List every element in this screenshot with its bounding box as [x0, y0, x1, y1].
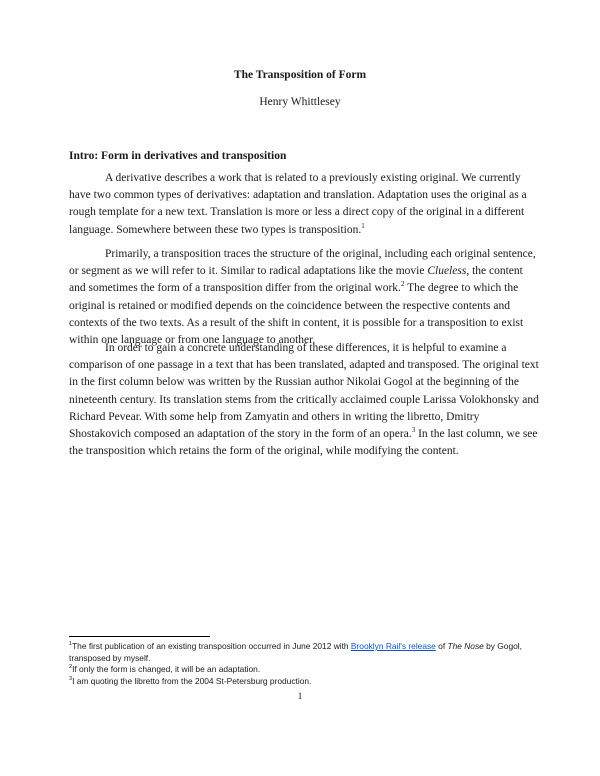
brooklyn-rail-link[interactable]: Brooklyn Rail's release — [350, 641, 436, 651]
footnote-divider — [69, 636, 210, 637]
paragraph-2-text-a: Primarily, a transposition traces the structure of the original, including each original sentence, or segment as we will refer to it. Similar to radical adaptations like the movie — [69, 248, 536, 278]
document-author: Henry Whittlesey — [259, 96, 341, 108]
footnote-ref-3: 3 — [411, 426, 416, 435]
footnote-text: If only the form is changed, it will be an adaptation. — [72, 664, 261, 674]
page-number: 1 — [297, 692, 303, 702]
footnote-text: by Gogol, transposed by myself. — [69, 641, 522, 663]
film-title: Clueless — [427, 265, 467, 278]
paragraph-2 — [69, 246, 539, 349]
paragraph-3-text-a: In order to gain a concrete understanding of these differences, it is helpful to examine a comparison of one passage in a text that has been translated, adapted and transposed. The original text in the first column below was written by the Russian author Nikolai Gogol at the beginning of the nineteenth century. Its translation stems from the critically acclaimed couple Larissa Volokhonsky and Richard Pevear. With some help from Zamyatin and others in writing the libretto, Dmitry Shostakovich composed an adaptation of the story in the form of an opera. — [69, 342, 539, 441]
footnote-ref-1: 1 — [361, 221, 365, 230]
footnote-text: of — [435, 641, 448, 651]
paragraph-2-text-c: The degree to which the original is retained or modified depends on the coincidence between the respective contents and contexts of the two texts. As a result of the shift in content, it is possible for a transposition to exist within one language or from one language to another. — [69, 282, 524, 347]
paragraph-1 — [69, 170, 539, 239]
footnote-number: 1 — [69, 641, 73, 648]
paragraph-3 — [69, 340, 539, 460]
footnote-ref-2: 2 — [400, 280, 405, 289]
section-heading: Intro: Form in derivatives and transposition — [69, 150, 287, 162]
footnote-text: The first publication of an existing transposition occurred in June 2012 with — [72, 641, 351, 651]
paragraph-1-text: A derivative describes a work that is related to a previously existing original. We currently have two common types of derivatives: adaptation and translation. Adaptation uses the original as a rough template for a new text. Translation is more or less a direct copy of the original in a different language. Somewhere between these two types is transposition. — [69, 172, 527, 236]
footnote-text: I am quoting the libretto from the 2004 St-Petersburg production. — [72, 675, 312, 686]
document-title: The Transposition of Form — [233, 69, 367, 81]
paragraph-3-text-b: In the last column, we see the transposition which retains the form of the original, while modifying the content. — [69, 428, 538, 458]
footnotes — [69, 641, 539, 687]
footnote-2 — [69, 664, 539, 676]
footnote-number: 3 — [69, 675, 73, 682]
work-title: The Nose — [447, 641, 484, 651]
paragraph-2-text-b: , the content and sometimes the form of a transposition differ from the original work. — [69, 265, 523, 295]
footnote-number: 2 — [69, 664, 73, 671]
footnote-3 — [69, 676, 539, 688]
footnote-1 — [69, 641, 539, 664]
